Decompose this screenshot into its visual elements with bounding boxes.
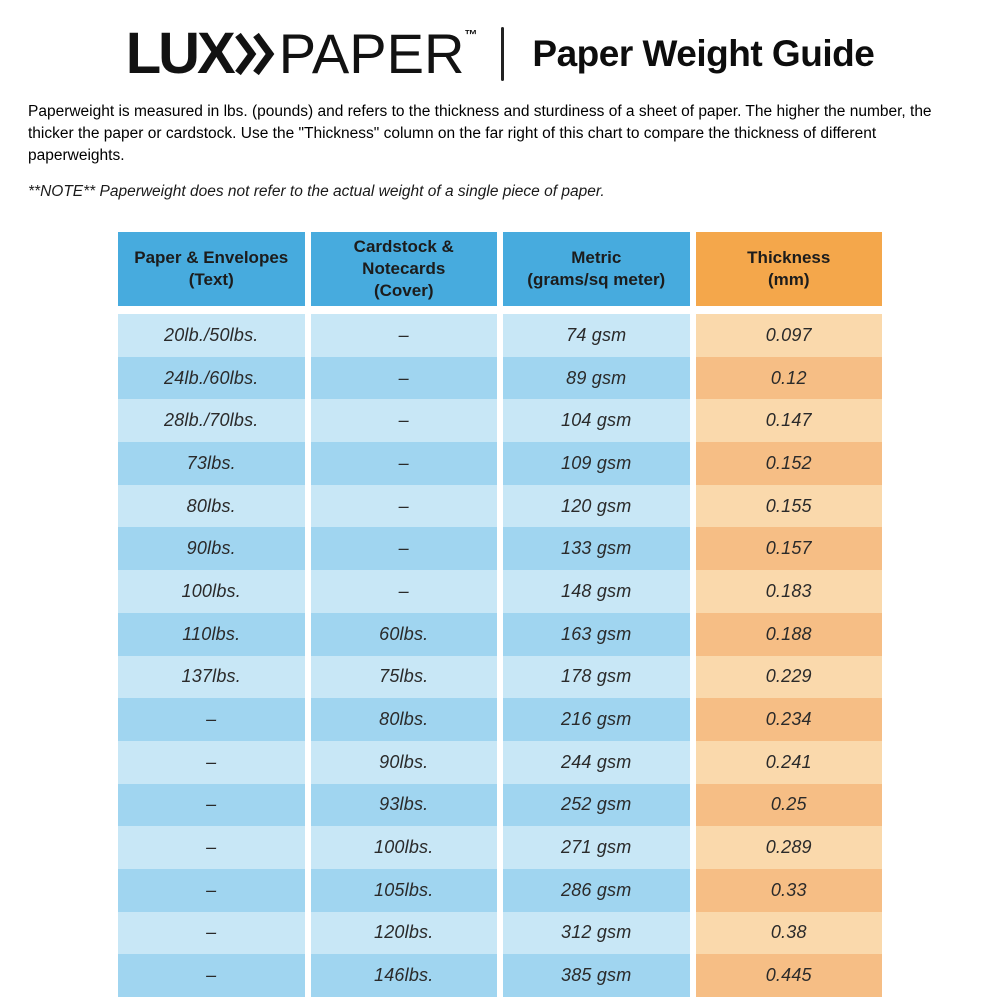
table-cell: 24lb./60lbs. <box>118 357 305 400</box>
column-header-line: Paper & Envelopes <box>134 248 289 267</box>
column-header-line: (Cover) <box>373 281 434 300</box>
table-cell: 385 gsm <box>503 954 690 997</box>
double-chevron-icon <box>235 31 275 77</box>
thickness-cell: 0.12 <box>696 357 883 400</box>
table-cell: 133 gsm <box>503 527 690 570</box>
table-cell: – <box>118 826 305 869</box>
column-header-line: (grams/sq meter) <box>527 270 666 289</box>
table-cell: – <box>311 442 498 485</box>
table-cell: 60lbs. <box>311 613 498 656</box>
table-cell: 146lbs. <box>311 954 498 997</box>
table-cell: – <box>118 698 305 741</box>
table-cell: 104 gsm <box>503 399 690 442</box>
thickness-cell: 0.097 <box>696 314 883 357</box>
table-cell: – <box>118 869 305 912</box>
thickness-cell: 0.445 <box>696 954 883 997</box>
table-cell: 100lbs. <box>118 570 305 613</box>
table-cell: – <box>311 527 498 570</box>
table-cell: – <box>311 399 498 442</box>
table-cell: – <box>118 954 305 997</box>
table-cell: 148 gsm <box>503 570 690 613</box>
table-cell: 100lbs. <box>311 826 498 869</box>
thickness-cell: 0.241 <box>696 741 883 784</box>
table-cell: – <box>311 485 498 528</box>
table-cell: 244 gsm <box>503 741 690 784</box>
page-title: Paper Weight Guide <box>532 33 875 74</box>
table-cell: 286 gsm <box>503 869 690 912</box>
thickness-cell: 0.157 <box>696 527 883 570</box>
table-cell: 28lb./70lbs. <box>118 399 305 442</box>
thickness-cell: 0.289 <box>696 826 883 869</box>
thickness-cell: 0.147 <box>696 399 883 442</box>
thickness-cell: 0.188 <box>696 613 883 656</box>
thickness-cell: 0.38 <box>696 912 883 955</box>
table-cell: 163 gsm <box>503 613 690 656</box>
table-cell: 105lbs. <box>311 869 498 912</box>
thickness-cell: 0.33 <box>696 869 883 912</box>
masthead <box>0 0 1000 88</box>
column-header-thickness <box>696 232 883 306</box>
table-cell: 109 gsm <box>503 442 690 485</box>
table-cell: 120lbs. <box>311 912 498 955</box>
table-cell: 110lbs. <box>118 613 305 656</box>
table-header-row <box>118 232 882 306</box>
column-header-metric <box>503 232 690 306</box>
logo-paper-wordmark: PAPER <box>278 22 465 85</box>
table-cell: – <box>118 912 305 955</box>
table-cell: 90lbs. <box>311 741 498 784</box>
table-cell: 216 gsm <box>503 698 690 741</box>
thickness-cell: 0.229 <box>696 656 883 699</box>
thickness-cell: 0.183 <box>696 570 883 613</box>
column-header-paper-envelopes <box>118 232 305 306</box>
table-cell: 75lbs. <box>311 656 498 699</box>
table-cell: – <box>118 784 305 827</box>
table-cell: 89 gsm <box>503 357 690 400</box>
column-header-line: (mm) <box>767 270 810 289</box>
column-header-line: Cardstock & Notecards <box>353 237 454 278</box>
table-cell: 271 gsm <box>503 826 690 869</box>
intro-paragraph: Paperweight is measured in lbs. (pounds) and refers to the thickness and sturdiness of a sheet of paper. The higher the number, the thicker the paper or cardstock. Use the "Thickness" column on the far right of this chart to compare the thickness of different paperweights. <box>28 103 932 164</box>
column-header-cardstock-notecards <box>311 232 498 306</box>
table-cell: – <box>311 314 498 357</box>
table-cell: 20lb./50lbs. <box>118 314 305 357</box>
table-cell: 74 gsm <box>503 314 690 357</box>
column-header-line: Thickness <box>747 248 831 267</box>
column-header-line: Metric <box>571 248 622 267</box>
masthead-divider <box>501 27 504 81</box>
table-cell: 80lbs. <box>118 485 305 528</box>
paper-weight-table <box>118 232 882 997</box>
thickness-cell: 0.155 <box>696 485 883 528</box>
table-cell: – <box>311 357 498 400</box>
thickness-cell: 0.234 <box>696 698 883 741</box>
table-body <box>118 314 882 997</box>
logo-lux-wordmark: LUX <box>125 21 233 86</box>
table-cell: 90lbs. <box>118 527 305 570</box>
table-cell: 93lbs. <box>311 784 498 827</box>
table-cell: 80lbs. <box>311 698 498 741</box>
table-cell: 137lbs. <box>118 656 305 699</box>
table-cell: – <box>311 570 498 613</box>
table-cell: 73lbs. <box>118 442 305 485</box>
table-cell: 312 gsm <box>503 912 690 955</box>
thickness-cell: 0.152 <box>696 442 883 485</box>
table-cell: 178 gsm <box>503 656 690 699</box>
table-cell: 252 gsm <box>503 784 690 827</box>
trademark-symbol: ™ <box>464 27 478 42</box>
lux-paper-logo <box>125 21 478 86</box>
note-text: **NOTE** Paperweight does not refer to the actual weight of a single piece of paper. <box>28 183 605 200</box>
thickness-cell: 0.25 <box>696 784 883 827</box>
table-cell: 120 gsm <box>503 485 690 528</box>
table-cell: – <box>118 741 305 784</box>
column-header-line: (Text) <box>188 270 234 289</box>
